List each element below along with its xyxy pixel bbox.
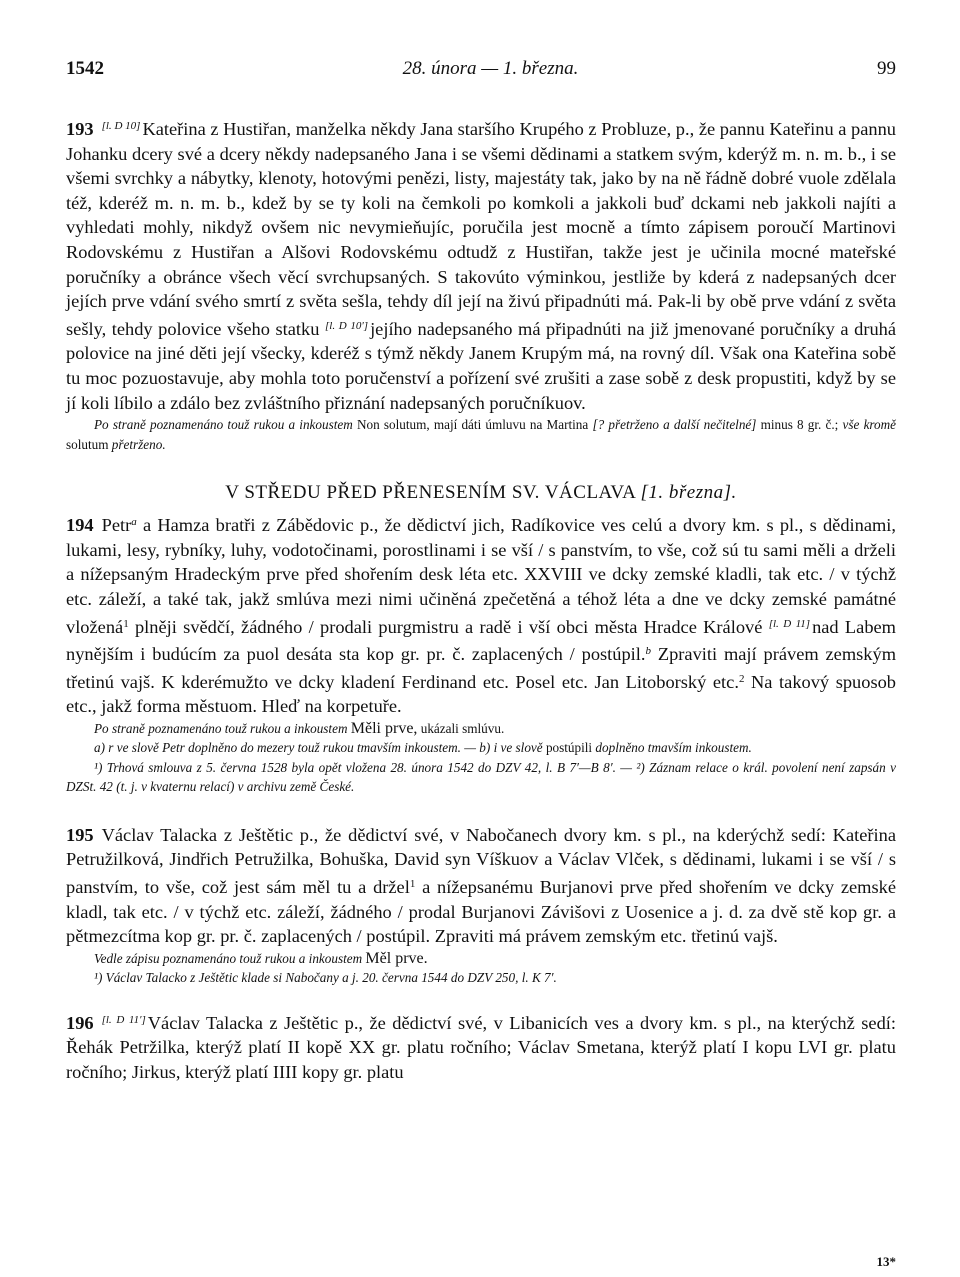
entry-number: 196 [66,1012,94,1033]
entry-195-text: 195 Václav Talacka z Ještětic p., že dědictví své, v Nabočanech dvory km. s pl., na kderýchž sedí: Kateřina Petružilková, Jindřich Petružilka, Bohuška, David syn Víškuov a Václav Vlček, s dědinami, lukami i se vší / s panstvím, to vše, což jest sám měl tu a držel$^1$ a nížepsanému Burjanovi prve před shořením ve dcky zemské kladl, tak etc. / v týchž etc. záleží, žádného / prodal Burjanovi Závišovi z Uosenice a j. d. za dvě stě kop gr. a pětmezcítma kop gr. pr. č. zaplacených / postúpil. Zpraviti má právem zemským etc. třetinú vajš. [66,824,896,947]
entry-193 [66,114,896,454]
marginal-note: Po straně poznamenáno touž rukou a inkoustem Měli prve, ukázali smlúvu. [94,719,505,737]
folio-reference: [l. D 10'] [324,319,369,332]
footnote: ¹) Trhová smlouva z 5. června 1528 byla opět vložena 28. února 1542 do DZV 42, l. B 7′—B 8′. — ²) Záznam relace o král. povolení není zapsán v DZSt. 42 (t. j. v kvaternu relací) v archivu země České. [66,759,896,795]
entry-193-body-1: Kateřina z Hustiřan, manželka někdy Jana staršího Krupého z Probluze, p., že pannu Kateřinu a pannu Johanku dcery své a dcery někdy nadepsaného Jana i se všemi dědinami a statkem svým, kderýž m. n. m. b., i se všemi svrchky a nábytky, klenoty, hotovými penězi, listy, majestáty tak, jako by na ně řádně dobré vuole zdělala též, kderéž m. n. m. b., kdež by se ty koli na čemkoli po komkoli a jakkoli buď dckami neb jakkoli najíti a vyhledati mohly, nikdyž ovšem nic nevymieňujíc, poručila jest mocně a tímto zápisem poroučí Martinovi Rodovskému z Hustiřan a Alšovi Rodovskému odtudž z Hustiřan, takže jest je učinila mocné mateřské poručníky a obránce všech věcí svrchupsaných. S takovúto výminkou, jestliže by kderá z nadepsaných dcer jejích prve vdání svého smrtí z světa sešla, tehdy díl její na živú připadnúti má. Pak-li by obě prve vdání z světa sešly, tehdy polovice všeho statku [66,119,897,339]
section-heading: V STŘEDU PŘED PŘENESENÍM SV. VÁCLAVA [1. března]. [225,482,737,504]
entry-196-text: 196 [l. D 11′] Václav Talacka z Ještětic p., že dědictví své, v Libanicích ves a dvory km. s pl., na kterýchž sedí: Řehák Petržilka, kterýž platí II kopě XX gr. platu ročního; Václav Smetana, kterýž platí I kopu LVI gr. platu ročního; Jirkus, kterýž platí IIII kopy gr. platu [66,1012,896,1083]
header-year: 1542 [66,58,104,79]
editorial-note: a) r ve slově Petr doplněno do mezery touž rukou tmavším inkoustem. — b) i ve slově postúpili doplněno tmavším inkoustem. [94,740,752,756]
entry-195 [66,823,896,988]
page-number: 99 [876,58,896,79]
folio-reference: [l. D 11] [768,617,811,630]
footnote: ¹) Václav Talacko z Ještětic klade si Nabočany a j. 20. června 1544 do DZV 250, l. K 7′. [94,970,557,986]
marginal-note: Vedle zápisu poznamenáno touž rukou a inkoustem Měl prve. [94,949,428,967]
signature-mark: 13* [876,1254,896,1269]
page [66,58,897,1269]
entry-196 [66,1008,896,1085]
folio-reference: [l. D 11′] [101,1013,146,1026]
entry-194 [66,510,896,797]
marginal-note: Po straně poznamenáno touž rukou a inkoustem Non solutum, mají dáti úmluvu na Martina [? přetrženo a další nečitelné] minus 8 gr. č.; vše kromě solutum přetrženo. [66,417,897,452]
entry-number: 193 [66,119,94,139]
entry-193-body-2: jejího nadepsaného má připadnúti na již jmenované poručníky a druhá polovice na jiné děti její všecky, kderéž s týmž někdy Janem Krupým má, na rovný díl. Však ona Kateřina sobě tu moc pozuostavuje, aby mohla toto poručenství a pořízení své zrušiti a zase sobě z desk propustiti, když by se jí koli líbilo a zdálo bez zvláštního přiznání nadepsaných poručníkuov. [66,318,896,413]
entry-number: 194 [66,515,94,536]
entry-193-text [66,114,896,415]
header-dates: 28. února — 1. března. [402,58,579,79]
folio-reference: [l. D 10] [101,120,141,132]
running-header [66,58,896,84]
entry-194-text: 194 Petr$^a$ a Hamza bratři z Zábědovic p., že dědictví jich, Radíkovice ves celú a dvory km. s pl., s dědinami, lukami, lesy, rybníky, luhy, vodotočinami, porostlinami i se vší / s panstvím, to vše, což sú tu sami měli a drželi a nížepsaným Hradeckým prve před shořením desk léta etc. XXVIII ve dcky zemské kladli, tak etc. / v týchž etc. záleží, a také tak, jakž smlúva mezi nimi učiněná zpečetěná a téhož léta a dne ve dcky zemské památné vložená$^1$ plněji svědčí, žádného / prodali purgmistru a radě i vší obci města Hradce Králové [l. D 11] nad Labem nynějším i budúcím za puol desáta sta kop gr. pr. č. zaplacených / postúpil.$^b$ Zpraviti mají právem zemským třetinú vajš. K kderémužto ve dcky kladení Ferdinand etc. Posel etc. Jan Litoborský etc.$^2$ Na takový spuosob etc., jakž forma městuom. Hleď na korpetuře. [66,515,896,717]
entry-number: 195 [66,824,94,845]
